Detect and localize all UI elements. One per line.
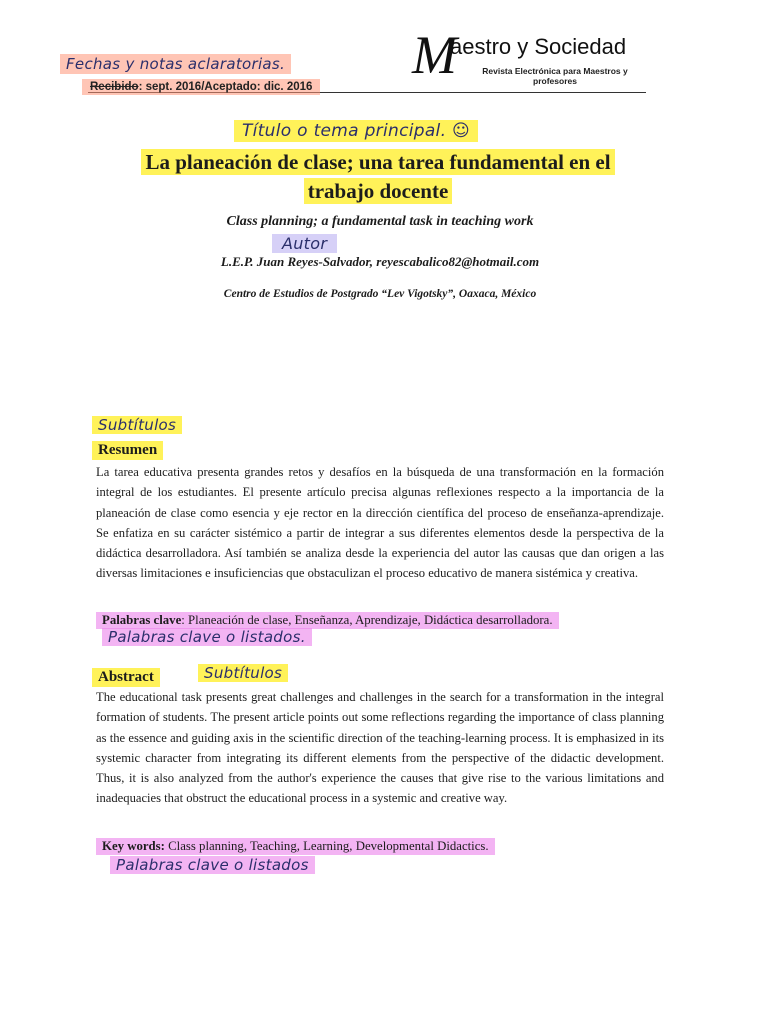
dates-text: : sept. 2016/Aceptado: dic. 2016: [138, 81, 313, 93]
article-title: [98, 148, 658, 206]
subtitles-annotation-1: Subtítulos: [92, 416, 182, 434]
dates-line: [82, 79, 320, 95]
english-title: Class planning; a fundamental task in teaching work: [226, 214, 534, 229]
palabras-clave-label: Palabras clave: [102, 613, 182, 627]
author-annotation: Autor: [272, 234, 337, 253]
journal-logo: [412, 25, 652, 90]
resumen-body: La tarea educativa presenta grandes retos y desafíos en la búsqueda de una transformación en la formación integral de los estudiantes. El presente artículo precisa algunas reflexiones respecto a la importancia de la planeación de clase como esencia y eje rector en la dirección científica del proceso de enseñanza-aprendizaje. Se enfatiza en su carácter sistémico a partir de integrar a sus diferentes elementos desde la perspectiva de la didáctica desarrolladora. Así también se analiza desde la experiencia del autor las causas que dan origen a las diversas limitaciones e insuficiencias que obstaculizan el proceso educativo de manera sistémica y creativa.: [96, 465, 664, 581]
author-line: L.E.P. Juan Reyes-Salvador, reyescabalico82@hotmail.com: [220, 254, 540, 269]
abstract-heading: Abstract: [92, 668, 160, 687]
title-annotation: Título o tema principal. ☺: [234, 120, 478, 142]
dates-annotation: Fechas y notas aclaratorias.: [60, 54, 291, 74]
affiliation-line: Centro de Estudios de Postgrado “Lev Vigotsky”, Oaxaca, México: [223, 288, 537, 300]
title-line-1: La planeación de clase; una tarea fundamental en el: [141, 149, 614, 175]
palabras-clave-line: [96, 612, 559, 629]
resumen-heading: Resumen: [92, 441, 163, 460]
key-words-line: [96, 838, 495, 855]
logo-subtitle: Revista Electrónica para Maestros y profesores: [482, 66, 628, 86]
subtitles-annotation-2: Subtítulos: [198, 664, 288, 682]
title-line-2: trabajo docente: [304, 178, 453, 204]
key-words-text: Class planning, Teaching, Learning, Developmental Didactics.: [164, 839, 489, 853]
palabras-clave-text: : Planeación de clase, Enseñanza, Aprendizaje, Didáctica desarrolladora.: [181, 613, 553, 627]
abstract-body: The educational task presents great challenges and challenges in the search for a transformation in the integral formation of students. The present article points out some reflections regarding the importance of class planning as the essence and guiding axis in the scientific direction of the teaching-learning process. It is emphasized in its systemic character from integrating its different elements from the perspective of the didactic development. Thus, it is also analyzed from the author's experience the causes that give rise to the various limitations and inadequacies that obstruct the educational process in a systemic and creative way.: [96, 690, 664, 806]
logo-letter: M: [412, 25, 457, 85]
keywords-annotation-1: Palabras clave o listados.: [102, 628, 312, 646]
logo-name: aestro y Sociedad: [450, 34, 627, 59]
key-words-label: Key words:: [102, 839, 165, 853]
keywords-annotation-2: Palabras clave o listados: [110, 856, 315, 874]
received-label: Recibido: [90, 81, 139, 93]
